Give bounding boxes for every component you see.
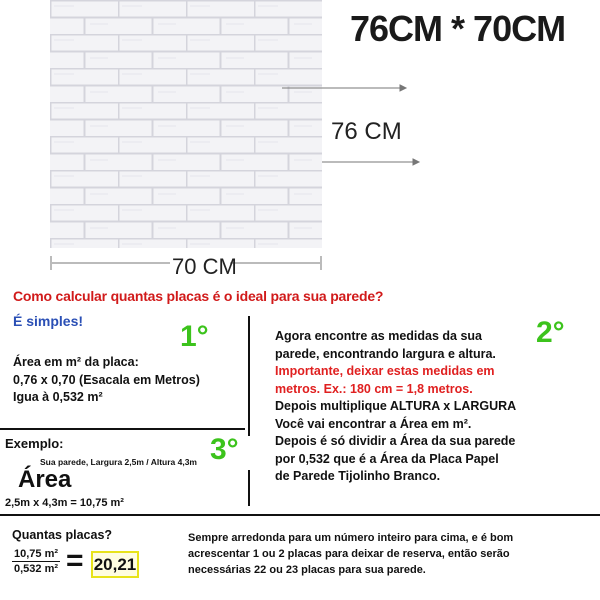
wall-line6: Você vai encontrar a Área em m². [275,416,472,431]
wall-line8: por 0,532 que é a Área da Placa Papel [275,451,499,466]
calc-heading: Como calcular quantas placas é o ideal para sua parede? [13,288,384,304]
example-calculation: 2,5m x 4,3m = 10,75 m² [5,497,124,509]
wall-instructions-block [275,328,516,486]
equals-sign: = [66,544,84,577]
fraction-denominator: 0,532 m² [13,563,59,575]
width-label: 70 CM [172,254,237,279]
result-box: 20,21 [91,551,139,578]
advice-line2: acrescentar 1 ou 2 placas para deixar de reserva, então serão [188,548,510,560]
wall-line9: de Parede Tijolinho Branco. [275,469,441,483]
example-area-word: Área [18,466,72,493]
wall-line7: Depois é só dividir a Área da sua parede [275,434,516,448]
wall-line2: parede, encontrando largura e altura. [275,346,496,361]
plate-area-line3: Igua à 0,532 m² [13,390,103,404]
fraction-bar [12,561,60,562]
example-wall-caption: Sua parede, Largura 2,5m / Altura 4,3m [40,457,197,467]
quantity-fraction [12,548,60,575]
step-number-2: 2° [536,316,565,349]
example-label: Exemplo: [5,436,64,451]
advice-line1: Sempre arredonda para um número inteiro para cima, e é bom [188,532,514,544]
fraction-numerator: 10,75 m² [13,548,59,560]
wall-line3-important: Importante, deixar estas medidas em [275,364,495,378]
wall-line4-important: metros. Ex.: 180 cm = 1,8 metros. [275,381,473,396]
plate-area-line2: 0,76 x 0,70 (Esacala em Metros) [13,372,200,387]
quantity-label: Quantas placas? [12,528,113,542]
step-number-3: 3° [210,433,239,466]
simple-text: É simples! [13,313,84,329]
divider-horizontal-1 [0,428,245,430]
divider-vertical-1 [248,316,250,436]
plate-area-block [13,354,200,407]
wall-line1: Agora encontre as medidas da sua [275,329,483,343]
wall-line5: Depois multiplique ALTURA x LARGURA [275,399,517,413]
step-number-1: 1° [180,320,209,353]
divider-horizontal-2 [0,514,600,516]
dimensions-headline: 76CM * 70CM [350,8,566,49]
divider-vertical-2 [248,470,250,506]
height-label: 76 CM [331,118,402,145]
plate-area-line1: Área em m² da placa: [13,355,139,369]
advice-line3: necessárias 22 ou 23 placas para sua parede. [188,564,426,576]
advice-block [188,530,593,578]
